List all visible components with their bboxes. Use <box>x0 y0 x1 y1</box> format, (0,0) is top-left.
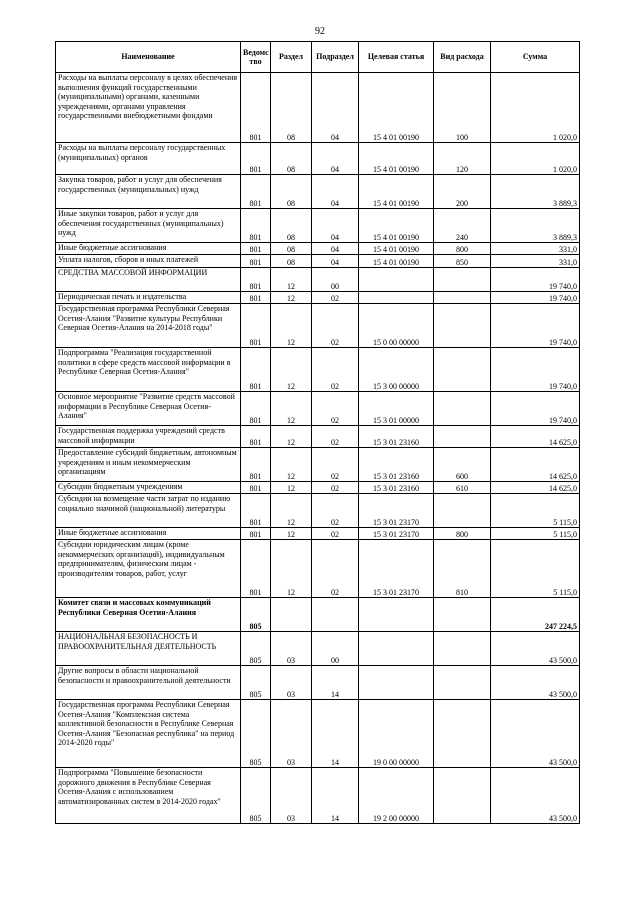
cell-expense-type: 200 <box>434 175 491 209</box>
cell-name: Периодическая печать и издательства <box>56 292 241 304</box>
table-row <box>56 348 580 392</box>
cell-amount: 1 020,0 <box>491 73 580 143</box>
table-row <box>56 528 580 540</box>
cell-target-article <box>359 268 434 292</box>
cell-expense-type <box>434 392 491 426</box>
cell-name: Иные бюджетные ассигнования <box>56 243 241 255</box>
header-amount: Сумма <box>491 42 580 73</box>
cell-target-article: 15 4 01 00190 <box>359 255 434 268</box>
cell-subsection: 14 <box>312 666 359 700</box>
cell-target-article <box>359 632 434 666</box>
cell-name: НАЦИОНАЛЬНАЯ БЕЗОПАСНОСТЬ И ПРАВООХРАНИТЕЛЬНАЯ ДЕЯТЕЛЬНОСТЬ <box>56 632 241 666</box>
cell-amount: 5 115,0 <box>491 528 580 540</box>
cell-target-article: 15 4 01 00190 <box>359 209 434 243</box>
cell-expense-type: 120 <box>434 143 491 175</box>
cell-expense-type <box>434 292 491 304</box>
cell-subsection: 04 <box>312 143 359 175</box>
cell-target-article: 15 3 01 00000 <box>359 392 434 426</box>
cell-section: 12 <box>271 426 312 448</box>
cell-target-article: 15 3 00 00000 <box>359 348 434 392</box>
cell-name: Субсидии бюджетным учреждениям <box>56 482 241 494</box>
cell-subsection: 04 <box>312 243 359 255</box>
cell-name: Государственная программа Республики Северная Осетия-Алания "Комплексная система коллективной безопасности в Республике Северная Осетия-Алания "Безопасная республика" на период 2014-2020 годы" <box>56 700 241 768</box>
cell-section: 08 <box>271 143 312 175</box>
cell-expense-type <box>434 632 491 666</box>
cell-subsection: 04 <box>312 73 359 143</box>
cell-target-article: 19 2 00 00000 <box>359 768 434 824</box>
cell-section: 12 <box>271 348 312 392</box>
cell-subsection <box>312 598 359 632</box>
cell-department: 801 <box>241 304 271 348</box>
cell-expense-type <box>434 304 491 348</box>
cell-section <box>271 598 312 632</box>
budget-table <box>55 41 580 824</box>
table-row <box>56 292 580 304</box>
cell-subsection: 02 <box>312 348 359 392</box>
cell-subsection: 02 <box>312 292 359 304</box>
cell-section: 03 <box>271 632 312 666</box>
cell-section: 08 <box>271 209 312 243</box>
cell-subsection: 04 <box>312 175 359 209</box>
table-row <box>56 175 580 209</box>
cell-amount: 14 625,0 <box>491 426 580 448</box>
cell-expense-type: 800 <box>434 243 491 255</box>
cell-department: 801 <box>241 448 271 482</box>
cell-department: 801 <box>241 255 271 268</box>
cell-subsection: 02 <box>312 448 359 482</box>
cell-target-article: 15 0 00 00000 <box>359 304 434 348</box>
cell-department: 805 <box>241 700 271 768</box>
cell-section: 12 <box>271 448 312 482</box>
table-row <box>56 666 580 700</box>
cell-department: 801 <box>241 528 271 540</box>
cell-expense-type <box>434 494 491 528</box>
table-row <box>56 494 580 528</box>
cell-department: 801 <box>241 482 271 494</box>
cell-target-article: 15 3 01 23160 <box>359 426 434 448</box>
table-row <box>56 255 580 268</box>
cell-department: 801 <box>241 175 271 209</box>
cell-department: 801 <box>241 143 271 175</box>
cell-amount: 19 740,0 <box>491 304 580 348</box>
cell-amount: 43 500,0 <box>491 632 580 666</box>
cell-section: 12 <box>271 392 312 426</box>
cell-amount: 5 115,0 <box>491 540 580 598</box>
cell-target-article: 15 3 01 23160 <box>359 448 434 482</box>
cell-expense-type: 800 <box>434 528 491 540</box>
cell-amount: 19 740,0 <box>491 348 580 392</box>
cell-section: 08 <box>271 175 312 209</box>
table-body <box>56 73 580 824</box>
cell-department: 805 <box>241 632 271 666</box>
cell-department: 801 <box>241 540 271 598</box>
cell-expense-type: 100 <box>434 73 491 143</box>
cell-department: 801 <box>241 392 271 426</box>
cell-name: Другие вопросы в области национальной безопасности и правоохранительной деятельности <box>56 666 241 700</box>
table-row <box>56 268 580 292</box>
cell-amount: 19 740,0 <box>491 268 580 292</box>
table-row <box>56 448 580 482</box>
cell-name: Иные закупки товаров, работ и услуг для обеспечения государственных (муниципальных) нужд <box>56 209 241 243</box>
cell-expense-type <box>434 700 491 768</box>
cell-name: Уплата налогов, сборов и иных платежей <box>56 255 241 268</box>
cell-name: Расходы на выплаты персоналу государственных (муниципальных) органов <box>56 143 241 175</box>
cell-department: 801 <box>241 268 271 292</box>
cell-expense-type: 810 <box>434 540 491 598</box>
cell-target-article: 15 4 01 00190 <box>359 143 434 175</box>
cell-subsection: 02 <box>312 426 359 448</box>
table-row <box>56 143 580 175</box>
table-row <box>56 73 580 143</box>
table-row <box>56 632 580 666</box>
cell-department: 801 <box>241 494 271 528</box>
cell-amount: 19 740,0 <box>491 292 580 304</box>
cell-name: Подпрограмма "Реализация государственной политики в сфере средств массовой информации в Республике Северная Осетия-Алания" <box>56 348 241 392</box>
cell-subsection: 14 <box>312 700 359 768</box>
header-department: Ведомс тво <box>241 42 271 73</box>
cell-amount: 3 889,3 <box>491 209 580 243</box>
header-subsection: Подраздел <box>312 42 359 73</box>
cell-amount: 331,0 <box>491 255 580 268</box>
cell-amount: 14 625,0 <box>491 482 580 494</box>
table-row <box>56 209 580 243</box>
cell-subsection: 02 <box>312 392 359 426</box>
cell-subsection: 04 <box>312 255 359 268</box>
cell-subsection: 02 <box>312 482 359 494</box>
cell-amount: 43 500,0 <box>491 768 580 824</box>
cell-target-article: 19 0 00 00000 <box>359 700 434 768</box>
cell-expense-type: 610 <box>434 482 491 494</box>
cell-section: 12 <box>271 528 312 540</box>
cell-department: 801 <box>241 348 271 392</box>
table-row <box>56 243 580 255</box>
cell-name: Комитет связи и массовых коммуникаций Республики Северная Осетия-Алания <box>56 598 241 632</box>
cell-department: 805 <box>241 598 271 632</box>
header-name: Наименование <box>56 42 241 73</box>
table-row <box>56 392 580 426</box>
cell-name: Закупка товаров, работ и услуг для обеспечения государственных (муниципальных) нужд <box>56 175 241 209</box>
cell-section: 12 <box>271 540 312 598</box>
cell-section: 08 <box>271 255 312 268</box>
cell-department: 805 <box>241 666 271 700</box>
cell-subsection: 00 <box>312 632 359 666</box>
cell-expense-type: 850 <box>434 255 491 268</box>
cell-name: Государственная программа Республики Северная Осетия-Алания "Развитие культуры Республики Северная Осетия-Алания на 2014-2018 годы" <box>56 304 241 348</box>
cell-amount: 43 500,0 <box>491 700 580 768</box>
cell-target-article: 15 4 01 00190 <box>359 175 434 209</box>
cell-target-article <box>359 292 434 304</box>
cell-expense-type <box>434 598 491 632</box>
cell-target-article: 15 4 01 00190 <box>359 73 434 143</box>
cell-subsection: 02 <box>312 304 359 348</box>
table-row <box>56 304 580 348</box>
cell-target-article: 15 4 01 00190 <box>359 243 434 255</box>
table-row <box>56 598 580 632</box>
cell-department: 801 <box>241 73 271 143</box>
cell-amount: 331,0 <box>491 243 580 255</box>
cell-amount: 19 740,0 <box>491 392 580 426</box>
cell-name: СРЕДСТВА МАССОВОЙ ИНФОРМАЦИИ <box>56 268 241 292</box>
cell-name: Субсидии юридическим лицам (кроме некоммерческих организаций), индивидуальным предпринимателям, физическим лицам - производителям товаров, работ, услуг <box>56 540 241 598</box>
cell-section: 03 <box>271 768 312 824</box>
cell-section: 12 <box>271 304 312 348</box>
cell-name: Государственная поддержка учреждений средств массовой информации <box>56 426 241 448</box>
cell-section: 08 <box>271 243 312 255</box>
cell-subsection: 02 <box>312 528 359 540</box>
cell-target-article: 15 3 01 23170 <box>359 528 434 540</box>
cell-expense-type: 600 <box>434 448 491 482</box>
cell-name: Субсидии на возмещение части затрат по изданию социально значимой (национальной) литературы <box>56 494 241 528</box>
cell-section: 08 <box>271 73 312 143</box>
cell-section: 12 <box>271 482 312 494</box>
cell-section: 12 <box>271 292 312 304</box>
cell-expense-type <box>434 268 491 292</box>
cell-section: 12 <box>271 494 312 528</box>
table-row <box>56 426 580 448</box>
cell-target-article: 15 3 01 23170 <box>359 540 434 598</box>
cell-department: 801 <box>241 292 271 304</box>
cell-expense-type <box>434 426 491 448</box>
cell-expense-type: 240 <box>434 209 491 243</box>
cell-expense-type <box>434 348 491 392</box>
table-row <box>56 482 580 494</box>
cell-subsection: 04 <box>312 209 359 243</box>
cell-subsection: 02 <box>312 494 359 528</box>
cell-amount: 3 889,3 <box>491 175 580 209</box>
header-expense-type: Вид расхода <box>434 42 491 73</box>
cell-amount: 247 224,5 <box>491 598 580 632</box>
cell-target-article <box>359 598 434 632</box>
cell-target-article <box>359 666 434 700</box>
cell-department: 801 <box>241 209 271 243</box>
cell-subsection: 00 <box>312 268 359 292</box>
cell-expense-type <box>434 666 491 700</box>
cell-expense-type <box>434 768 491 824</box>
table-header-row <box>56 42 580 73</box>
cell-section: 12 <box>271 268 312 292</box>
table-row <box>56 768 580 824</box>
table-row <box>56 700 580 768</box>
cell-section: 03 <box>271 666 312 700</box>
cell-department: 801 <box>241 243 271 255</box>
cell-name: Основное мероприятие "Развитие средств массовой информации в Республике Северная Осетия-Алания" <box>56 392 241 426</box>
cell-target-article: 15 3 01 23170 <box>359 494 434 528</box>
cell-name: Подпрограмма "Повышение безопасности дорожного движения в Республике Северная Осетия-Алания с использованием автоматизированных систем в 2014-2020 годах" <box>56 768 241 824</box>
header-section: Раздел <box>271 42 312 73</box>
cell-subsection: 02 <box>312 540 359 598</box>
cell-amount: 5 115,0 <box>491 494 580 528</box>
cell-department: 805 <box>241 768 271 824</box>
cell-amount: 1 020,0 <box>491 143 580 175</box>
cell-section: 03 <box>271 700 312 768</box>
cell-department: 801 <box>241 426 271 448</box>
cell-name: Иные бюджетные ассигнования <box>56 528 241 540</box>
cell-target-article: 15 3 01 23160 <box>359 482 434 494</box>
cell-amount: 43 500,0 <box>491 666 580 700</box>
header-target-article: Целевая статья <box>359 42 434 73</box>
page-number: 92 <box>315 26 325 37</box>
cell-amount: 14 625,0 <box>491 448 580 482</box>
cell-subsection: 14 <box>312 768 359 824</box>
table-row <box>56 540 580 598</box>
cell-name: Расходы на выплаты персоналу в целях обеспечения выполнения функций государственными (муниципальными) органами, казенными учреждениями, органами управления государственными внебюджетными фондами <box>56 73 241 143</box>
cell-name: Предоставление субсидий бюджетным, автономным учреждениям и иным некоммерческим организациям <box>56 448 241 482</box>
